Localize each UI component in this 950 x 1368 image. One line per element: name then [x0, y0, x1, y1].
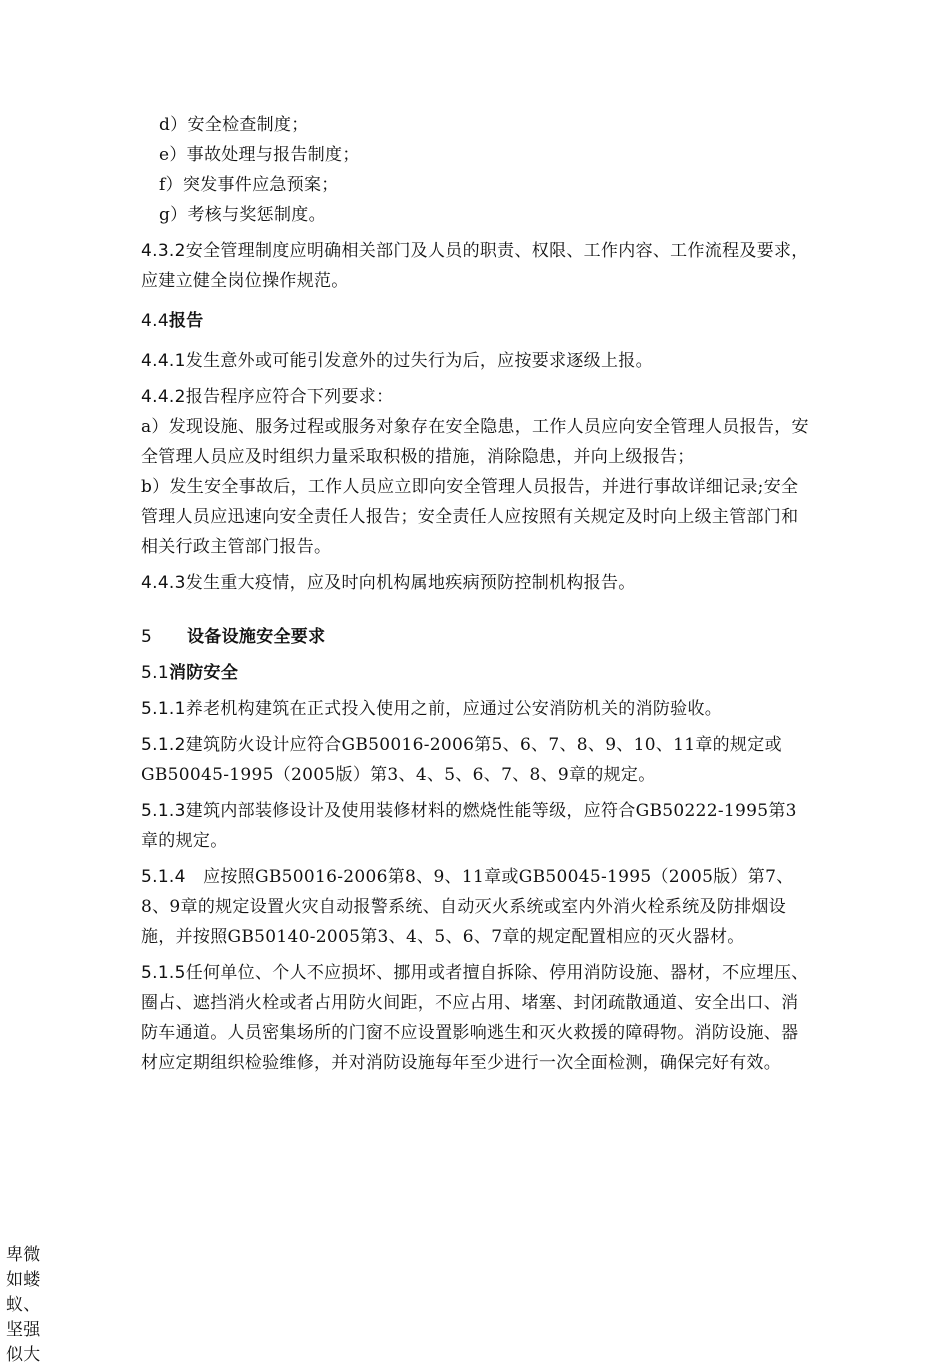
clause-5-1-3 [141, 796, 809, 856]
clause-number: 5.1.2 [141, 735, 186, 755]
clause-4-4-3 [141, 568, 809, 598]
clause-4-4-1 [141, 346, 809, 376]
list-item-e: e）事故处理与报告制度； [159, 145, 360, 165]
heading-5-1 [141, 658, 809, 688]
clause-number: 4.4.3 [141, 573, 186, 593]
clause-text: 建筑防火设计应符合GB50016-2006第5、6、7、8、9、10、11章的规定或GB50045-1995（2005版）第3、4、5、6、7、8、9章的规定。 [141, 735, 782, 785]
document-body [141, 110, 809, 1078]
clause-5-1-5 [141, 958, 809, 1078]
clause-5-1-2 [141, 730, 809, 790]
clause-number: 5.1.1 [141, 699, 186, 719]
heading-4-4 [141, 306, 809, 336]
clause-number: 4.4.1 [141, 351, 186, 371]
heading-number: 4.4 [141, 311, 169, 331]
clause-text: 养老机构建筑在正式投入使用之前，应通过公安消防机关的消防验收。 [185, 699, 723, 719]
clause-number: 4.3.2 [141, 241, 186, 261]
clause-number: 5.1.4 [141, 867, 186, 887]
heading-number: 5 [141, 627, 153, 647]
clause-text: 报告程序应符合下列要求： [185, 387, 394, 407]
clause-5-1-1 [141, 694, 809, 724]
clause-text: 发生重大疫情，应及时向机构属地疾病预防控制机构报告。 [185, 573, 636, 593]
clause-text: 发生意外或可能引发意外的过失行为后，应按要求逐级上报。 [185, 351, 653, 371]
list-item-f: f）突发事件应急预案； [159, 175, 339, 195]
clause-number: 5.1.3 [141, 801, 186, 821]
heading-text: 报告 [168, 311, 204, 331]
clause-number: 5.1.5 [141, 963, 186, 983]
clause-4-3-2 [141, 236, 809, 296]
list-item-a: a）发现设施、服务过程或服务对象存在安全隐患，工作人员应向安全管理人员报告，安全管理人员应及时组织力量采取积极的措施，消除隐患，并向上级报告； [141, 417, 809, 467]
list-item-g: g）考核与奖惩制度。 [159, 205, 326, 225]
clause-text: 任何单位、个人不应损坏、挪用或者擅自拆除、停用消防设施、器材，不应埋压、圈占、遮挡消火栓或者占用防火间距，不应占用、堵塞、封闭疏散通道、安全出口、消防车通道。人员密集场所的门窗不应设置影响逃生和灭火救援的障碍物。消防设施、器材应定期组织检验维修，并对消防设施每年至少进行一次全面检测，确保完好有效。 [141, 963, 809, 1073]
clause-text: 应按照GB50016-2006第8、9、11章或GB50045-1995（2005版）第7、8、9章的规定设置火灾自动报警系统、自动灭火系统或室内外消火栓系统及防排烟设施，并按照GB50140-2005第3、4、5、6、7章的规定配置相应的灭火器材。 [141, 867, 794, 947]
heading-5 [141, 622, 809, 652]
clause-4-4-2 [141, 382, 809, 412]
clause-5-1-4 [141, 862, 809, 952]
list-item-d: d）安全检查制度； [159, 115, 309, 135]
heading-number: 5.1 [141, 663, 169, 683]
heading-text: 消防安全 [168, 663, 239, 683]
side-note-text: 卑微如蝼蚁、坚强似大 [6, 1245, 41, 1365]
list-item-b: b）发生安全事故后，工作人员应立即向安全管理人员报告，并进行事故详细记录;安全管理人员应迅速向安全责任人报告；安全责任人应按照有关规定及时向上级主管部门和相关行政主管部门报告。 [141, 477, 799, 557]
clause-text: 建筑内部装修设计及使用装修材料的燃烧性能等级，应符合GB50222-1995第3章的规定。 [141, 801, 797, 851]
clause-number: 4.4.2 [141, 387, 186, 407]
clause-text: 安全管理制度应明确相关部门及人员的职责、权限、工作内容、工作流程及要求，应建立健全岗位操作规范。 [141, 241, 809, 291]
heading-text: 设备设施安全要求 [187, 627, 326, 647]
